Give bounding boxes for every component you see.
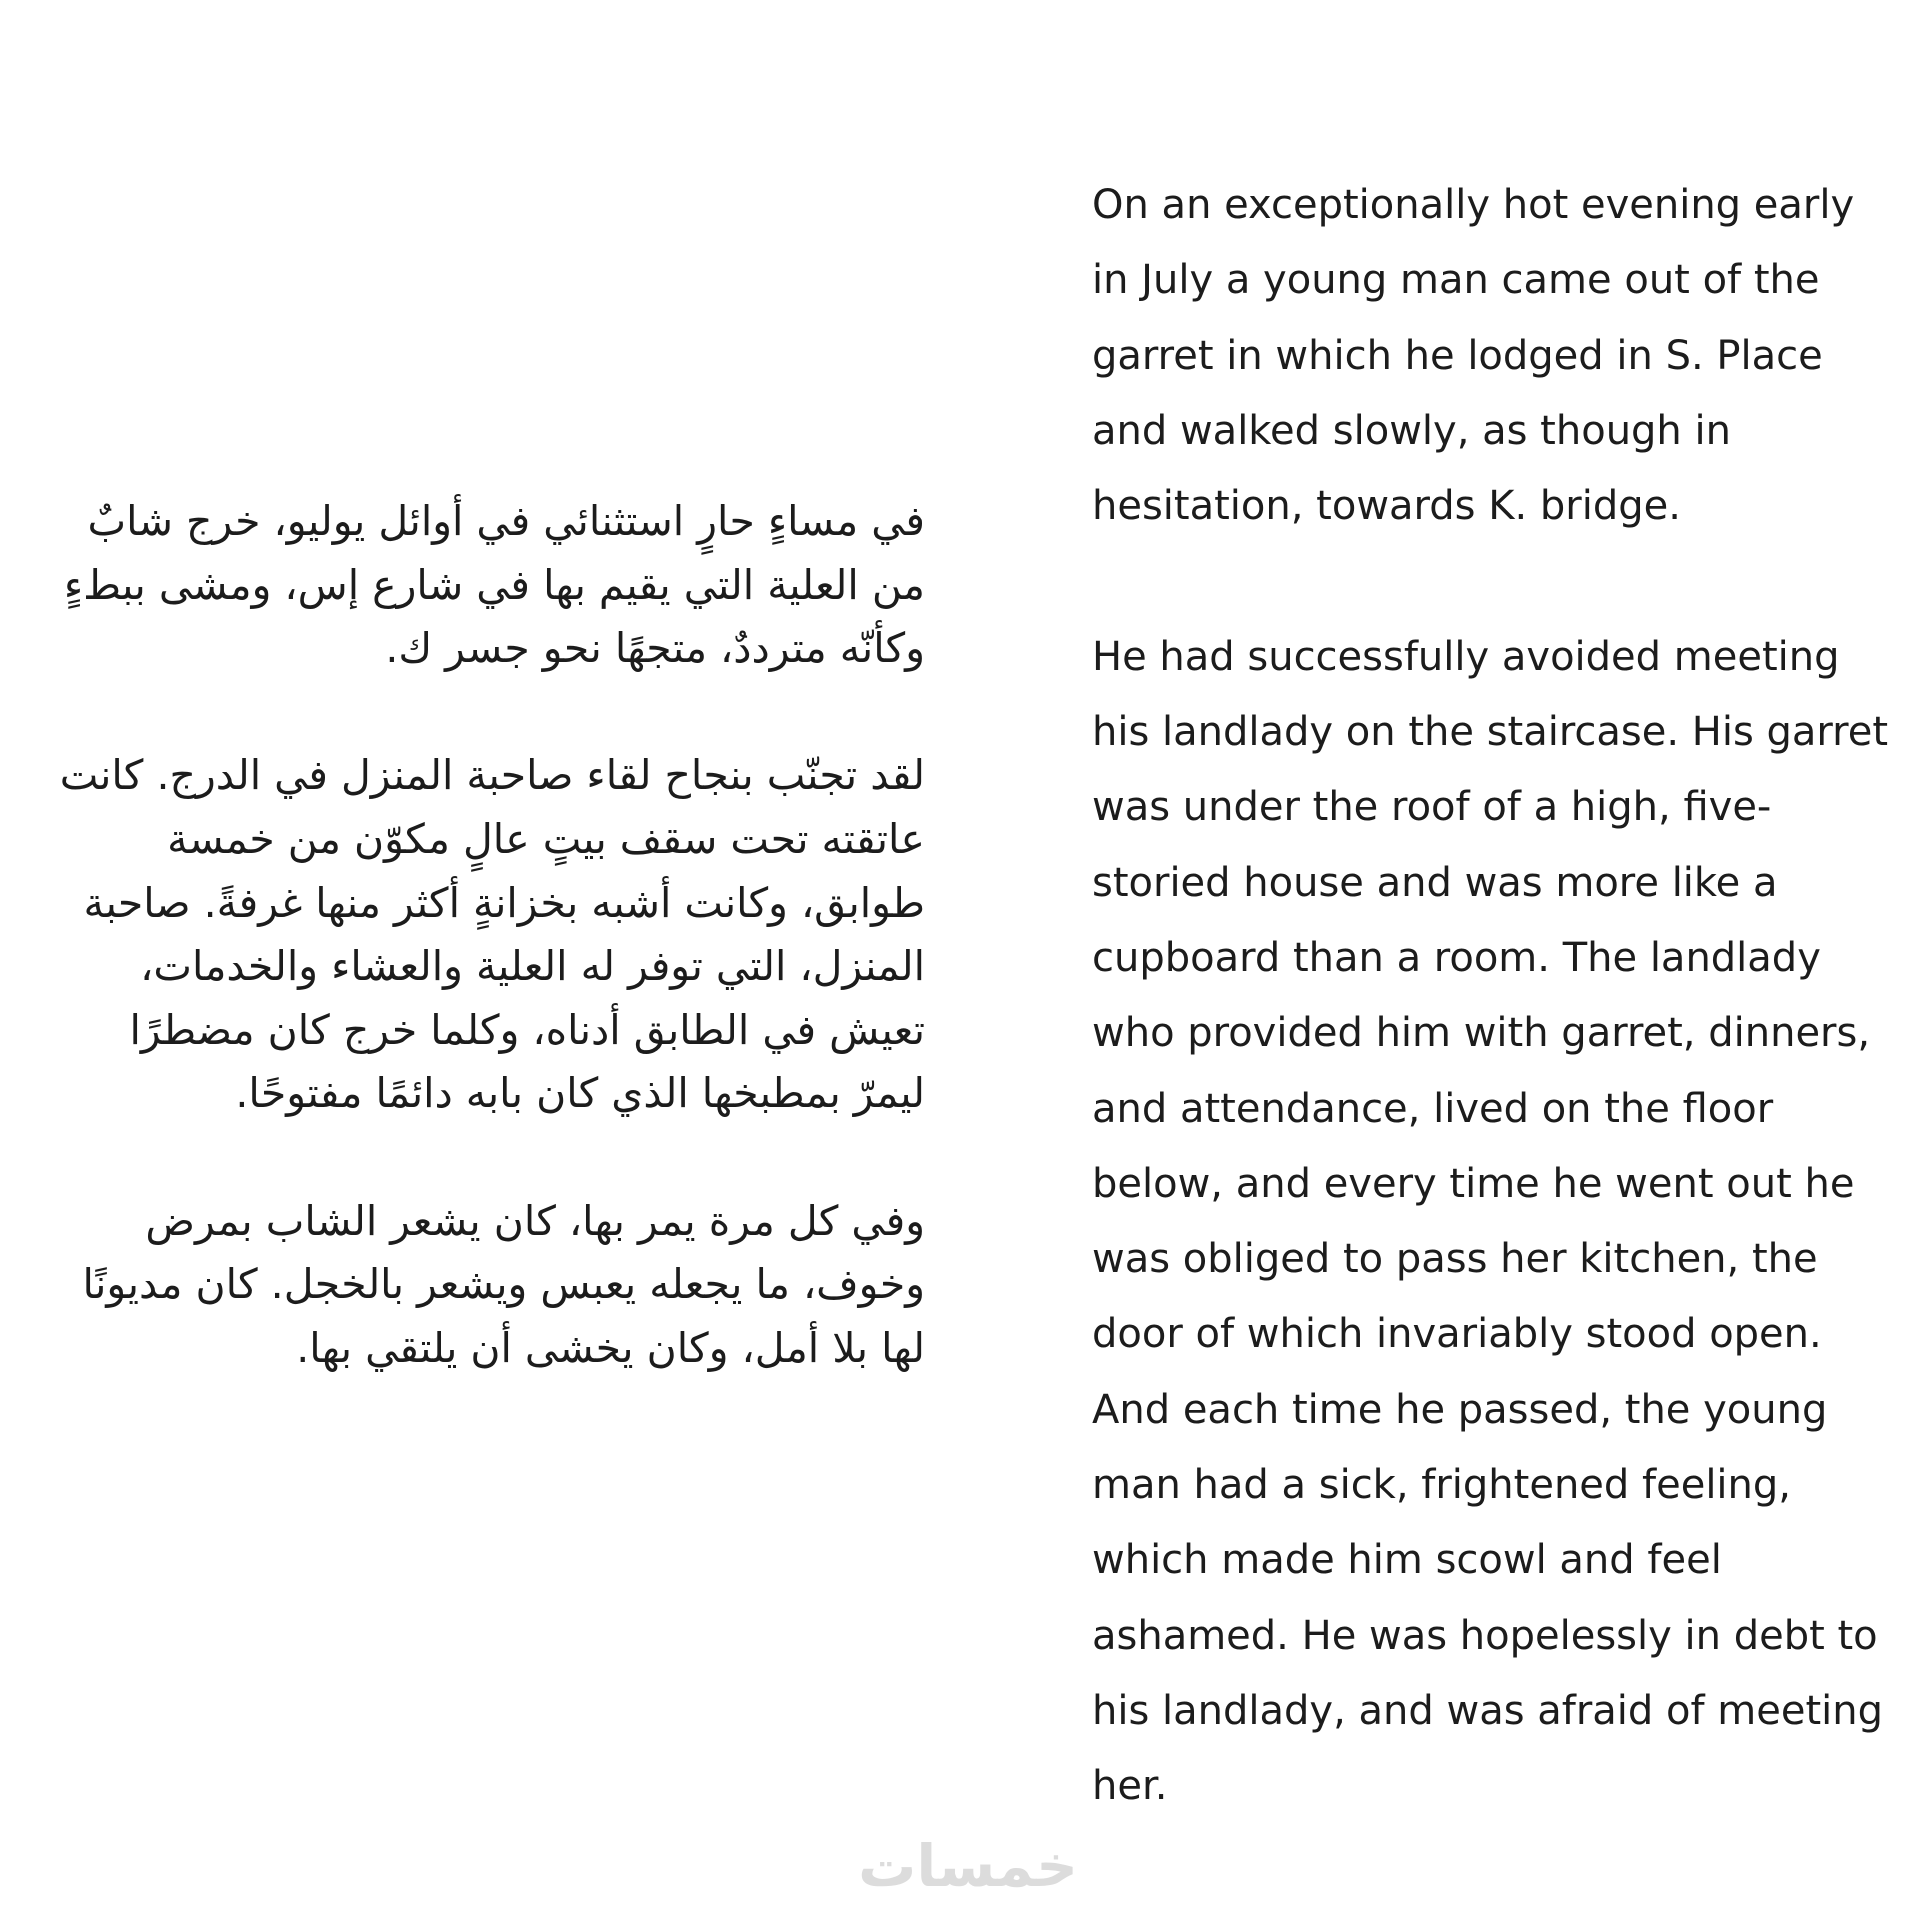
- arabic-text-column: [50, 490, 925, 1380]
- watermark-logo: خمسات: [858, 1832, 1078, 1900]
- arabic-paragraph-2: لقد تجنّب بنجاح لقاء صاحبة المنزل في الدرج. كانت عاتقته تحت سقف بيتٍ عالٍ مكوّن من خمسة طوابق، وكانت أشبه بخزانةٍ أكثر منها غرفةً. صاحبة المنزل، التي توفر له العلية والعشاء والخدمات، تعيش في الطابق أدناه، وكلما خرج كان مضطرًا ليمرّ بمطبخها الذي كان بابه دائمًا مفتوحًا.: [59, 751, 925, 1118]
- english-paragraph-1: On an exceptionally hot evening early in July a young man came out of the garret in which he lodged in S. Place and walked slowly, as though in hesitation, towards K. bridge.: [1092, 182, 1855, 530]
- arabic-paragraph-1: في مساءٍ حارٍ استثنائي في أوائل يوليو، خرج شابٌ من العلية التي يقيم بها في شارع إس، ومشى ببطءٍ وكأنّه مترددٌ، متجهًا نحو جسر ك.: [63, 497, 925, 673]
- english-text-column: [1092, 168, 1902, 1825]
- arabic-paragraph-3: وفي كل مرة يمر بها، كان يشعر الشاب بمرض وخوف، ما يجعله يعبس ويشعر بالخجل. كان مديونًا لها بلا أمل، وكان يخشى أن يلتقي بها.: [82, 1196, 925, 1372]
- english-paragraph-2: He had successfully avoided meeting his landlady on the staircase. His garret was under the roof of a high, five-storied house and was more like a cupboard than a room. The landlady who provided him with garret, dinners, and attendance, lived on the floor below, and every time he went out he was obliged to pass her kitchen, the door of which invariably stood open. And each time he passed, the young man had a sick, frightened feeling, which made him scowl and feel ashamed. He was hopelessly in debt to his landlady, and was afraid of meeting her.: [1092, 633, 1889, 1810]
